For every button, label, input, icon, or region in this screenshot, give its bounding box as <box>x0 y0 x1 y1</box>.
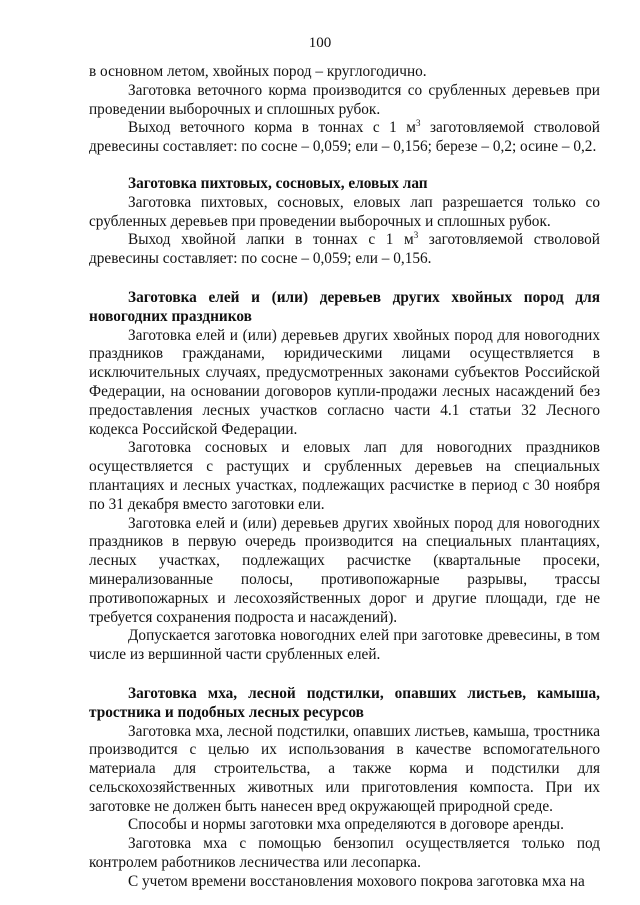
section-heading: Заготовка мха, лесной подстилки, опавших листьев, камыша, тростника и подобных лесных ресурсов <box>89 684 600 721</box>
paragraph: Заготовка елей и (или) деревьев других хвойных пород для новогодних праздников гражданами, юридическими лицами осуществляется в исключительных случаях, предусмотренных законами субъектов Российской Федерации, на основании договоров купли-продажи лесных насаждений без предоставления лесных участков согласно части 4.1 статьи 32 Лесного кодекса Российской Федерации. <box>89 326 600 438</box>
paragraph: Заготовка пихтовых, сосновых, еловых лап разрешается только со срубленных деревьев при проведении выборочных и сплошных рубок. <box>89 193 600 230</box>
paragraph <box>89 119 600 157</box>
section-heading: Заготовка елей и (или) деревьев других хвойных пород для новогодних праздников <box>89 288 600 325</box>
paragraph: Заготовка елей и (или) деревьев других хвойных пород для новогодних праздников в первую очередь производится на специальных плантациях, лесных участках, подлежащих расчистке (квартальные просеки, минерализованные полосы, противопожарные разрывы, трассы противопожарных и лесохозяйственных дорог и другие площади, где не требуется сохранения подроста и насаждений). <box>89 514 600 626</box>
paragraph: Способы и нормы заготовки мха определяются в договоре аренды. <box>128 816 564 834</box>
superscript: 3 <box>415 118 421 129</box>
paragraph: С учетом времени восстановления мохового покрова заготовка мха на <box>128 872 585 890</box>
paragraph-text: Выход веточного корма в тоннах с 1 м <box>128 119 416 137</box>
section-heading: Заготовка пихтовых, сосновых, еловых лап <box>128 174 428 192</box>
paragraph-text: заготовляемой стволовой древесины составляет: по сосне – 0,059; ели – 0,156; березе – 0,2; осине – 0,2. <box>89 119 600 156</box>
paragraph <box>89 231 600 269</box>
paragraph-text: Выход хвойной лапки в тоннах с 1 м <box>128 231 414 249</box>
paragraph: Заготовка мха с помощью бензопил осуществляется только под контролем работников лесничества или лесопарка. <box>89 835 600 872</box>
superscript: 3 <box>413 230 419 241</box>
paragraph: Заготовка сосновых и еловых лап для новогодних праздников осуществляется с растущих и срубленных деревьев на специальных плантациях и лесных участках, подлежащих расчистке в период с 30 ноября по 31 декабря вместо заготовки ели. <box>89 439 600 513</box>
page-body <box>89 63 600 892</box>
paragraph: в основном летом, хвойных пород – круглогодично. <box>89 63 427 80</box>
paragraph: Заготовка мха, лесной подстилки, опавших листьев, камыша, тростника производится с целью их использования в качестве вспомогательного материала для строительства, а также корма и подстилки для сельскохозяйственных животных или приготовления компоста. При их заготовке не должен быть нанесен вред окружающей природной среде. <box>89 722 600 815</box>
paragraph: Заготовка веточного корма производится со срубленных деревьев при проведении выборочных и сплошных рубок. <box>89 81 600 118</box>
page-number: 100 <box>308 35 332 51</box>
paragraph: Допускается заготовка новогодних елей при заготовке древесины, в том числе из вершинной части срубленных елей. <box>89 627 600 664</box>
paragraph-text: заготовляемой стволовой древесины составляет: по сосне – 0,059; ели – 0,156. <box>89 231 600 268</box>
